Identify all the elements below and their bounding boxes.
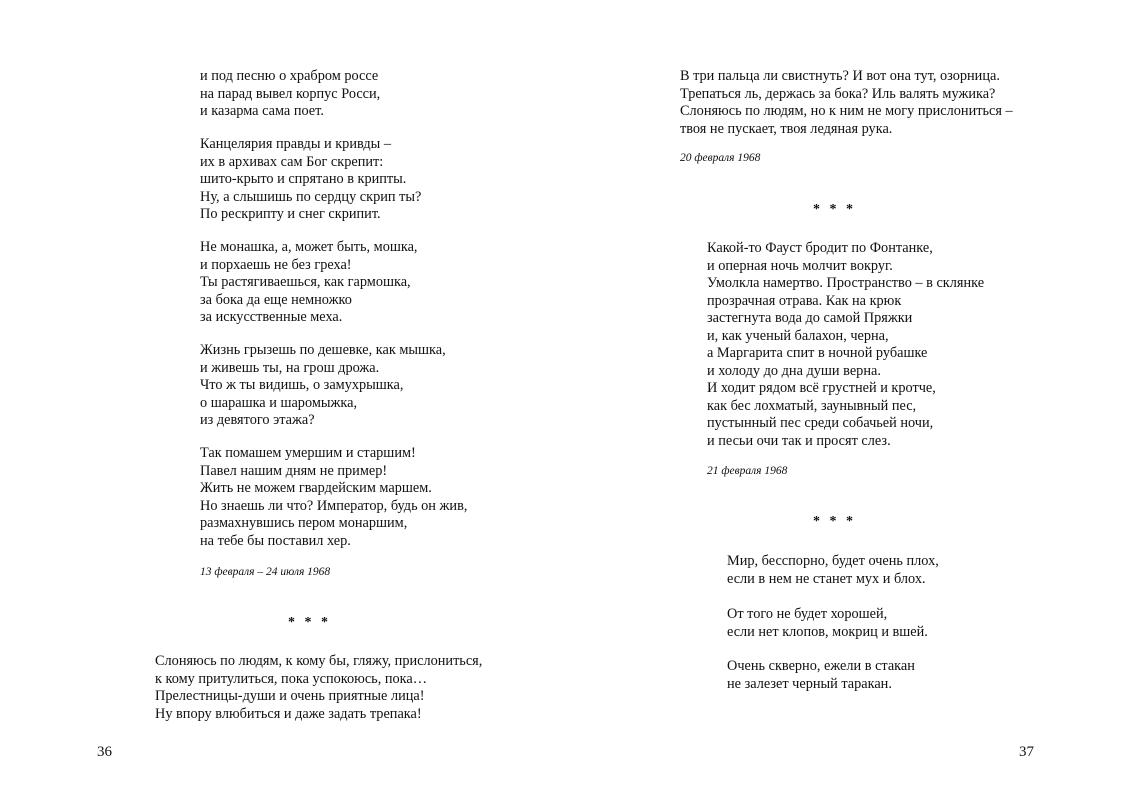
verse-line: Что ж ты видишь, о замухрышка, <box>200 377 404 393</box>
verse-line: твоя не пускает, твоя ледяная рука. <box>680 120 893 137</box>
poem-date: 20 февраля 1968 <box>680 152 761 164</box>
verse-line: Трепаться ль, держась за бока? Иль валять мужика? <box>680 85 996 102</box>
right-page <box>566 0 1132 800</box>
page-number: 37 <box>1019 744 1034 760</box>
poem-faust <box>707 240 984 450</box>
verse-line: Жить не можем гвардейским маршем. <box>200 480 432 496</box>
page-number: 36 <box>97 744 112 760</box>
poem-date: 13 февраля – 24 июля 1968 <box>200 566 331 578</box>
verse-line: Какой-то Фауст бродит по Фонтанке, <box>707 240 933 256</box>
verse-line: к кому притулиться, пока успокоюсь, пока… <box>155 670 428 687</box>
poem-3-stanza-2 <box>727 606 928 641</box>
verse-line: и песьи очи так и просят слез. <box>707 432 891 449</box>
verse-line: если в нем не станет мух и блох. <box>727 570 926 587</box>
section-separator: * * * <box>813 514 856 529</box>
verse-line: От того не будет хорошей, <box>727 606 888 622</box>
verse-line: Слоняюсь по людям, к кому бы, гляжу, прислониться, <box>155 653 483 669</box>
verse-line: шито-крыто и спрятано в крипты. <box>200 171 407 187</box>
stanza-1 <box>200 68 380 121</box>
verse-line: прозрачная отрава. Как на крюк <box>707 292 902 309</box>
verse-line: Очень скверно, ежели в стакан <box>727 658 915 674</box>
verse-line: на парад вывел корпус Росси, <box>200 85 381 102</box>
verse-line: если нет клопов, мокриц и вшей. <box>727 623 928 640</box>
verse-line: и казарма сама поет. <box>200 103 324 119</box>
verse-line: из девятого этажа? <box>200 412 315 428</box>
verse-line: Так помашем умершим и старшим! <box>200 445 416 461</box>
verse-line: о шарашка и шаромыжка, <box>200 394 358 411</box>
verse-line: как бес лохматый, заунывный пес, <box>707 397 917 414</box>
verse-line: и под песню о храбром россе <box>200 68 379 84</box>
verse-line: и живешь ты, на грош дрожа. <box>200 359 380 376</box>
verse-line: не залезет черный таракан. <box>727 675 892 692</box>
verse-line: пустынный пес среди собачьей ночи, <box>707 415 934 431</box>
verse-line: их в архивах сам Бог скрепит: <box>200 153 384 170</box>
verse-line: застегнута вода до самой Пряжки <box>707 310 913 326</box>
verse-line: на тебе бы поставил хер. <box>200 532 351 549</box>
verse-line: за бока да еще немножко <box>200 291 352 308</box>
verse-line: а Маргарита спит в ночной рубашке <box>707 345 928 361</box>
verse-line: Слоняюсь по людям, но к ним не могу прислониться – <box>680 103 1013 119</box>
verse-line: В три пальца ли свистнуть? И вот она тут, озорница. <box>680 68 1000 84</box>
verse-line: и холоду до дна души верна. <box>707 362 881 379</box>
stanza-3 <box>200 239 418 327</box>
verse-line: Жизнь грызешь по дешевке, как мышка, <box>200 342 446 358</box>
verse-line: И ходит рядом всё грустней и кротче, <box>707 380 936 396</box>
verse-line: Мир, бесспорно, будет очень плох, <box>727 553 939 569</box>
verse-line: Павел нашим дням не пример! <box>200 462 388 479</box>
poem-continuation <box>680 68 1013 138</box>
verse-line: Канцелярия правды и кривды – <box>200 136 391 152</box>
stanza-2 <box>200 136 421 224</box>
poem-opening <box>155 653 482 723</box>
verse-line: Ну, а слышишь по сердцу скрип ты? <box>200 188 422 205</box>
poem-3-stanza-3 <box>727 658 915 693</box>
verse-line: размахнувшись пером монаршим, <box>200 515 408 531</box>
verse-line: и оперная ночь молчит вокруг. <box>707 257 893 274</box>
verse-line: Но знаешь ли что? Император, будь он жив, <box>200 497 468 514</box>
poem-3-stanza-1 <box>727 553 939 588</box>
verse-line: Умолкла намертво. Пространство – в склянке <box>707 275 985 291</box>
verse-line: Ну впору влюбиться и даже задать трепака! <box>155 705 422 722</box>
verse-line: Ты растягиваешься, как гармошка, <box>200 274 411 290</box>
stanza-5 <box>200 445 467 550</box>
section-separator: * * * <box>813 202 856 217</box>
verse-line: и, как ученый балахон, черна, <box>707 327 889 344</box>
verse-line: за искусственные меха. <box>200 309 343 325</box>
stanza-4 <box>200 342 446 430</box>
poem-date: 21 февраля 1968 <box>707 465 788 477</box>
verse-line: Не монашка, а, может быть, мошка, <box>200 239 418 255</box>
verse-line: и порхаешь не без греха! <box>200 256 352 273</box>
verse-line: По рескрипту и снег скрипит. <box>200 206 381 222</box>
section-separator: * * * <box>288 615 331 630</box>
verse-line: Прелестницы-души и очень приятные лица! <box>155 688 425 704</box>
